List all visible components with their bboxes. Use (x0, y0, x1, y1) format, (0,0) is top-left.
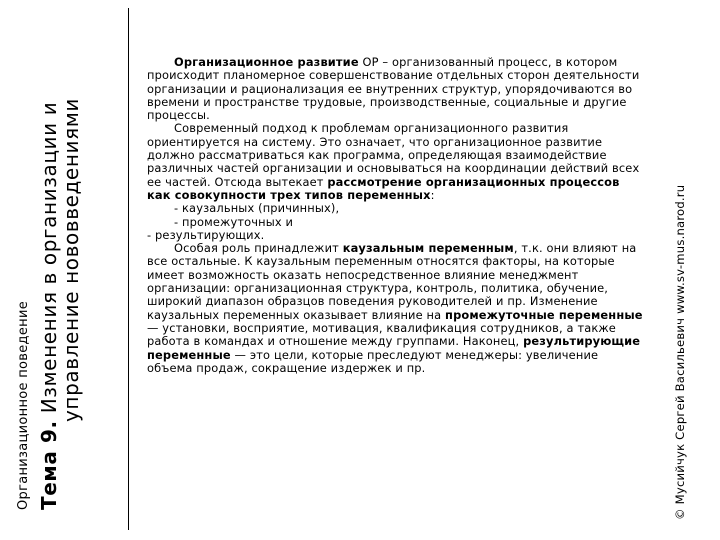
paragraph-system-approach (147, 122, 647, 202)
topic-title-line2: управление нововведениями (59, 97, 83, 422)
list-item: - каузальных (причинных), (174, 201, 340, 216)
paragraph-causal-variables (147, 242, 647, 375)
paragraph-definition (147, 56, 647, 122)
vertical-divider (128, 8, 129, 530)
resulting-text: — это цели, которые преследуют менеджеры: увеличение объема продаж, сокращение издержек и пр. (147, 347, 599, 375)
intermediate-text: — установки, восприятие, мотивация, квалификация сотрудников, а также работа в командах и отношение между группами. Наконец, (147, 320, 616, 349)
topic-number: Тема 9. (37, 420, 61, 510)
term-intermediate-variables: промежуточные переменные (445, 307, 643, 322)
definition-text: OP – организованный процесс, в котором происходит планомерное совершенствование отдельных сторон деятельности организации и рационализация ее внутренних структур, упорядочиваются во времени и пространстве трудовые, производственные, социальные и другие процессы. (147, 55, 640, 123)
system-approach-text: Современный подход к проблемам организационного развития ориентируется на систему. Это означает, что организационное развитие должно рассматриваться как программа, определяющая взаимодействие различных частей организации и основываться на координации действий всех ее частей. Отсюда вытекает (147, 121, 640, 189)
course-label: Организационное поведение (16, 301, 31, 510)
vertical-title-block (14, 0, 114, 510)
colon: : (430, 187, 435, 202)
causal-text: , т.к. они влияют на все остальные. К каузальным переменным относятся факторы, на которые имеет возможность оказать непосредственное влияние менеджмент организации: организационная структура, контроль, политика, обучение, широкий диапазон образцов поведения руководителей и пр. Изменение каузальных переменных оказывает влияние на (147, 241, 637, 322)
term-org-development: Организационное развитие (174, 55, 359, 69)
body-text (147, 56, 647, 375)
causal-intro: Особая роль принадлежит (174, 241, 343, 256)
topic-title-line1: Изменения в организации и (37, 101, 61, 414)
term-causal-variables: каузальным переменным (342, 241, 514, 256)
term-resulting-variables: результирующие переменные (147, 334, 641, 362)
list-item: - промежуточных и (174, 214, 294, 229)
list-item: - результирующих. (147, 227, 265, 242)
three-variables-emphasis: рассмотрение организационных процессов как совокупности трех типов переменных (147, 174, 620, 202)
topic-title (38, 98, 82, 510)
copyright-vertical: © Мусийчук Сергей Васильевич www.sv-mus.narod.ru (673, 184, 687, 520)
